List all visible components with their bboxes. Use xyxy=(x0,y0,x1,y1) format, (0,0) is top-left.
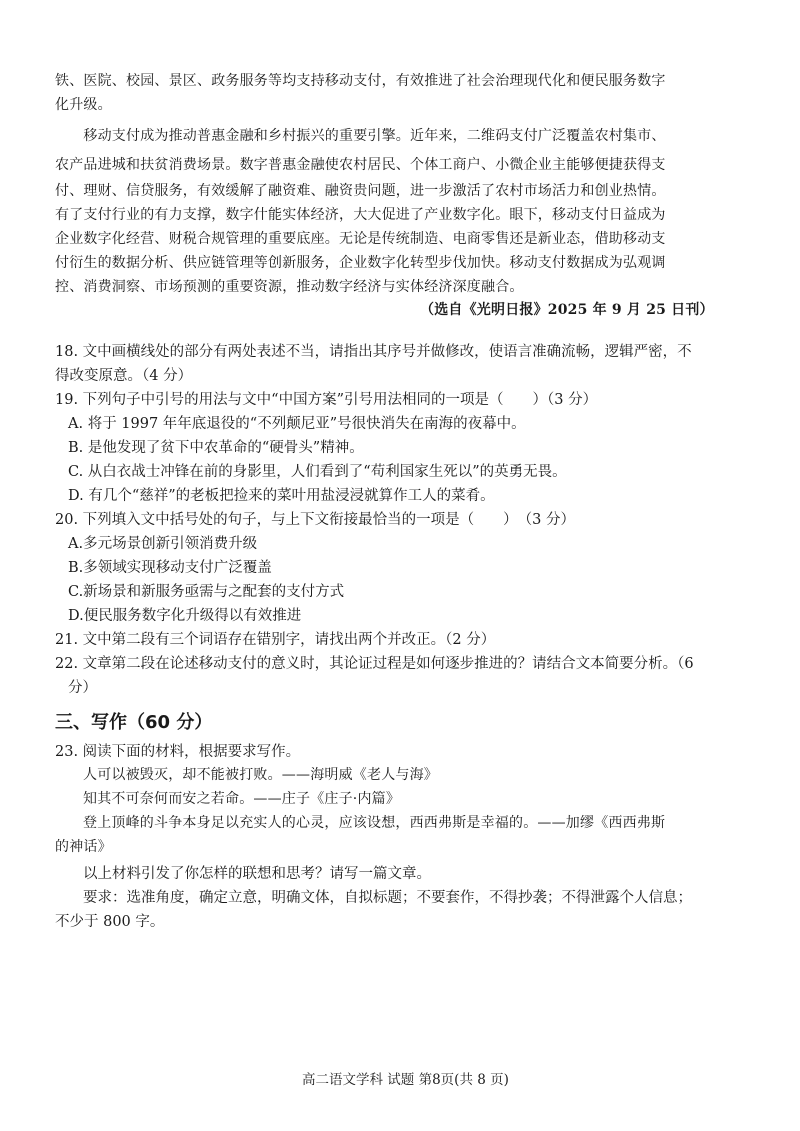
question-20-option-d: D.便民服务数字化升级得以有效推进 xyxy=(68,608,302,624)
question-20-option-b: B.多领域实现移动支付广泛覆盖 xyxy=(68,560,272,576)
writing-quote: 知其不可奈何而安之若命。——庄子《庄子·内篇》 xyxy=(83,791,401,807)
question-18-line: 18. 文中画横线处的部分有两处表述不当，请指出其序号并做修改，使语言准确流畅，逻辑严密，不 xyxy=(55,344,692,360)
article-line: 移动支付成为推动普惠金融和乡村振兴的重要引擎。近年来，二维码支付广泛覆盖农村集市、 xyxy=(55,128,666,144)
writing-quote: 登上顶峰的斗争本身足以充实人的心灵，应该设想，西西弗斯是幸福的。——加缪《西西弗斯 xyxy=(83,815,666,831)
question-19-option-a: A. 将于 1997 年年底退役的“不列颠尼亚”号很快消失在南海的夜幕中。 xyxy=(68,416,526,432)
page-footer: 高二语文学科 试题 第8页(共 8 页) xyxy=(302,1072,509,1088)
writing-quote: 的神话》 xyxy=(55,839,112,855)
writing-quote: 人可以被毁灭，却不能被打败。——海明威《老人与海》 xyxy=(83,767,438,783)
article-line: 控、消费洞察、市场预测的重要资源，推动数字经济与实体经济深度融合。 xyxy=(55,279,524,295)
question-18-line: 得改变原意。（4 分） xyxy=(55,368,193,384)
question-22-line: 分） xyxy=(68,680,97,696)
writing-section-heading: 三、写作（60 分） xyxy=(55,712,213,733)
question-19-option-d: D. 有几个“慈祥”的老板把捡来的菜叶用盐浸浸就算作工人的菜肴。 xyxy=(68,488,495,504)
question-19-option-c: C. 从白衣战士冲锋在前的身影里，人们看到了“苟利国家生死以”的英勇无畏。 xyxy=(68,464,567,480)
article-line: 付、理财、信贷服务，有效缓解了融资难、融资贵问题，进一步激活了农村市场活力和创业热情。 xyxy=(55,183,666,199)
article-line: 铁、医院、校园、景区、政务服务等均支持移动支付，有效推进了社会治理现代化和便民服务数字 xyxy=(55,73,666,89)
article-source: （选自《光明日报》2025 年 9 月 25 日刊） xyxy=(420,302,714,318)
article-line: 化升级。 xyxy=(55,97,112,113)
question-21: 21. 文中第二段有三个词语存在错别字，请找出两个并改正。（2 分） xyxy=(55,632,496,648)
article-line: 付衍生的数据分析、供应链管理等创新服务，企业数字化转型步伐加快。移动支付数据成为弘观调 xyxy=(55,255,666,271)
article-line: 农产品进城和扶贫消费场景。数字普惠金融使农村居民、个体工商户、小微企业主能够便捷获得支 xyxy=(55,157,666,173)
question-20-stem: 20. 下列填入文中括号处的句子，与上下文衔接最恰当的一项是（ ） （3 分） xyxy=(55,512,576,528)
article-line: 企业数字化经营、财税合规管理的重要底座。无论是传统制造、电商零售还是新业态，借助移动支 xyxy=(55,231,666,247)
question-19-stem: 19. 下列句子中引号的用法与文中“中国方案”引号用法相同的一项是（ ）（3 分） xyxy=(55,392,598,408)
writing-requirements-line: 不少于 800 字。 xyxy=(55,914,165,930)
question-23-stem: 23. 阅读下面的材料，根据要求写作。 xyxy=(55,744,301,760)
question-20-option-c: C.新场景和新服务亟需与之配套的支付方式 xyxy=(68,584,345,600)
question-20-option-a: A.多元场景创新引领消费升级 xyxy=(68,536,258,552)
article-line: 有了支付行业的有力支撑，数字什能实体经济，大大促进了产业数字化。眼下，移动支付日益成为 xyxy=(55,207,666,223)
writing-prompt: 以上材料引发了你怎样的联想和思考？请写一篇文章。 xyxy=(83,866,431,882)
question-19-option-b: B. 是他发现了贫下中农革命的“硬骨头”精神。 xyxy=(68,440,364,456)
question-22-line: 22. 文章第二段在论述移动支付的意义时，其论证过程是如何逐步推进的？请结合文本简要分析。（6 xyxy=(55,656,694,672)
writing-requirements-line: 要求：选准角度，确定立意，明确文体，自拟标题；不要套作，不得抄袭；不得泄露个人信息； xyxy=(83,890,692,906)
